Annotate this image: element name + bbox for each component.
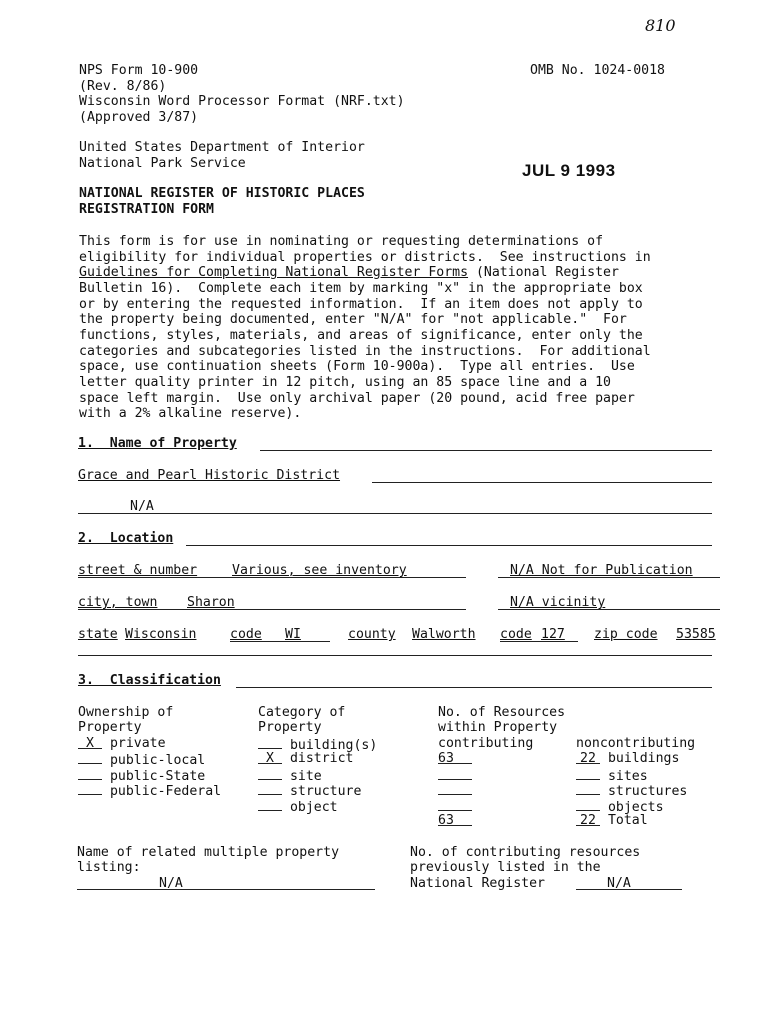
resources-header: within Property [438, 720, 558, 735]
form-revision: (Rev. 8/86) [79, 79, 167, 94]
divider [498, 577, 720, 578]
ownership-header: Property [78, 720, 142, 735]
category-row: X district [258, 751, 353, 767]
instructions-line: Bulletin 16). Complete each item by marking "x" in the appropriate box [79, 281, 643, 296]
divider [78, 577, 466, 578]
category-row: object [258, 798, 338, 816]
form-title: NATIONAL REGISTER OF HISTORIC PLACES [79, 186, 365, 201]
noncontributing-label: noncontributing [576, 736, 696, 751]
resource-contributing-total: 63 [438, 813, 472, 829]
city-value: Sharon [187, 595, 235, 610]
state-value: Wisconsin [125, 627, 197, 642]
divider [78, 655, 712, 656]
category-mark [258, 736, 282, 749]
category-mark [258, 782, 282, 795]
received-date-stamp: JUL 9 1993 [522, 161, 616, 180]
instructions-line: Guidelines for Completing National Register Forms (National Register [79, 265, 619, 280]
resource-contributing: 63 [438, 751, 472, 767]
not-for-publication: N/A Not for Publication [510, 563, 693, 578]
state-code-label: code [230, 627, 262, 642]
state-label: state [78, 627, 118, 642]
form-format: Wisconsin Word Processor Format (NRF.txt) [79, 94, 405, 109]
ownership-row: X private [78, 736, 166, 752]
resource-row-total: 22 Total [576, 813, 648, 829]
ownership-header: Ownership of [78, 705, 174, 720]
street-value: Various, see inventory [232, 563, 407, 578]
instructions-line: space left margin. Use only archival paper (20 pound, acid free paper [79, 391, 635, 406]
section-3-heading: 3. Classification [78, 673, 221, 688]
divider [78, 609, 466, 610]
form-subtitle: REGISTRATION FORM [79, 202, 214, 217]
resource-row: structures [576, 782, 687, 800]
divider [372, 482, 712, 483]
resource-row: sites [576, 767, 648, 785]
resources-header: No. of Resources [438, 705, 566, 720]
zip-label: zip code [594, 627, 658, 642]
ownership-row: public-State [78, 767, 205, 785]
county-code-label: code [500, 627, 532, 642]
divider [230, 641, 330, 642]
category-mark: X [258, 751, 282, 764]
historic-name-value: Grace and Pearl Historic District [78, 468, 341, 483]
national-register-label: National Register [410, 876, 545, 891]
county-value: Walworth [412, 627, 476, 642]
city-label: city, town [78, 595, 158, 610]
other-name-value: N/A [130, 499, 154, 514]
instructions-line: space, use continuation sheets (Form 10-900a). Type all entries. Use [79, 359, 635, 374]
instructions-line: or by entering the requested information. If an item does not apply to [79, 297, 643, 312]
county-label: county [348, 627, 396, 642]
street-label: street & number [78, 563, 198, 578]
vicinity: N/A vicinity [510, 595, 606, 610]
guidelines-title: Guidelines for Completing National Register Forms [79, 265, 469, 280]
category-header: Property [258, 720, 322, 735]
contributing-label: contributing [438, 736, 534, 751]
divider [236, 687, 712, 688]
instructions-line: categories and subcategories listed in the instructions. For additional [79, 344, 651, 359]
zip-value: 53585 [676, 627, 716, 642]
ownership-mark [78, 782, 102, 795]
form-number: NPS Form 10-900 [79, 63, 199, 78]
previously-listed-label: No. of contributing resources [410, 845, 641, 860]
category-header: Category of [258, 705, 346, 720]
category-row: site [258, 767, 322, 785]
divider [576, 889, 682, 890]
instructions-line: with a 2% alkaline reserve). [79, 406, 302, 421]
county-code-value: 127 [541, 627, 565, 642]
instructions-line: functions, styles, materials, and areas of significance, enter only the [79, 328, 643, 343]
category-row: building(s) [258, 736, 377, 754]
state-code-value: WI [285, 627, 301, 642]
national-register-value: N/A [607, 876, 631, 891]
resource-contributing [438, 782, 472, 800]
previously-listed-label: previously listed in the [410, 860, 601, 875]
section-2-heading: 2. Location [78, 531, 174, 546]
ownership-row: public-local [78, 751, 205, 769]
related-property-label: listing: [77, 860, 141, 875]
category-row: structure [258, 782, 361, 800]
omb-number: OMB No. 1024-0018 [530, 63, 665, 78]
instructions-line: This form is for use in nominating or requesting determinations of [79, 234, 604, 249]
divider [78, 513, 712, 514]
divider [498, 609, 720, 610]
agency-service: National Park Service [79, 156, 246, 171]
divider [260, 450, 712, 451]
resource-row: 22 buildings [576, 751, 679, 767]
divider [77, 889, 375, 890]
instructions-line: letter quality printer in 12 pitch, using an 85 space line and a 10 [79, 375, 611, 390]
resource-row: objects [576, 798, 664, 816]
category-mark [258, 798, 282, 811]
ownership-mark [78, 751, 102, 764]
divider [500, 641, 578, 642]
ownership-row: public-Federal [78, 782, 221, 800]
divider [186, 545, 712, 546]
section-1-heading: 1. Name of Property [78, 436, 237, 451]
handwritten-number: 810 [645, 16, 676, 35]
instructions-line: the property being documented, enter "N/A" for "not applicable." For [79, 312, 627, 327]
agency-department: United States Department of Interior [79, 140, 365, 155]
instructions-line: eligibility for individual properties or districts. See instructions in [79, 250, 651, 265]
ownership-mark: X [78, 736, 102, 749]
ownership-mark [78, 767, 102, 780]
form-approved: (Approved 3/87) [79, 110, 199, 125]
category-mark [258, 767, 282, 780]
related-property-label: Name of related multiple property [77, 845, 340, 860]
related-property-value: N/A [159, 876, 183, 891]
